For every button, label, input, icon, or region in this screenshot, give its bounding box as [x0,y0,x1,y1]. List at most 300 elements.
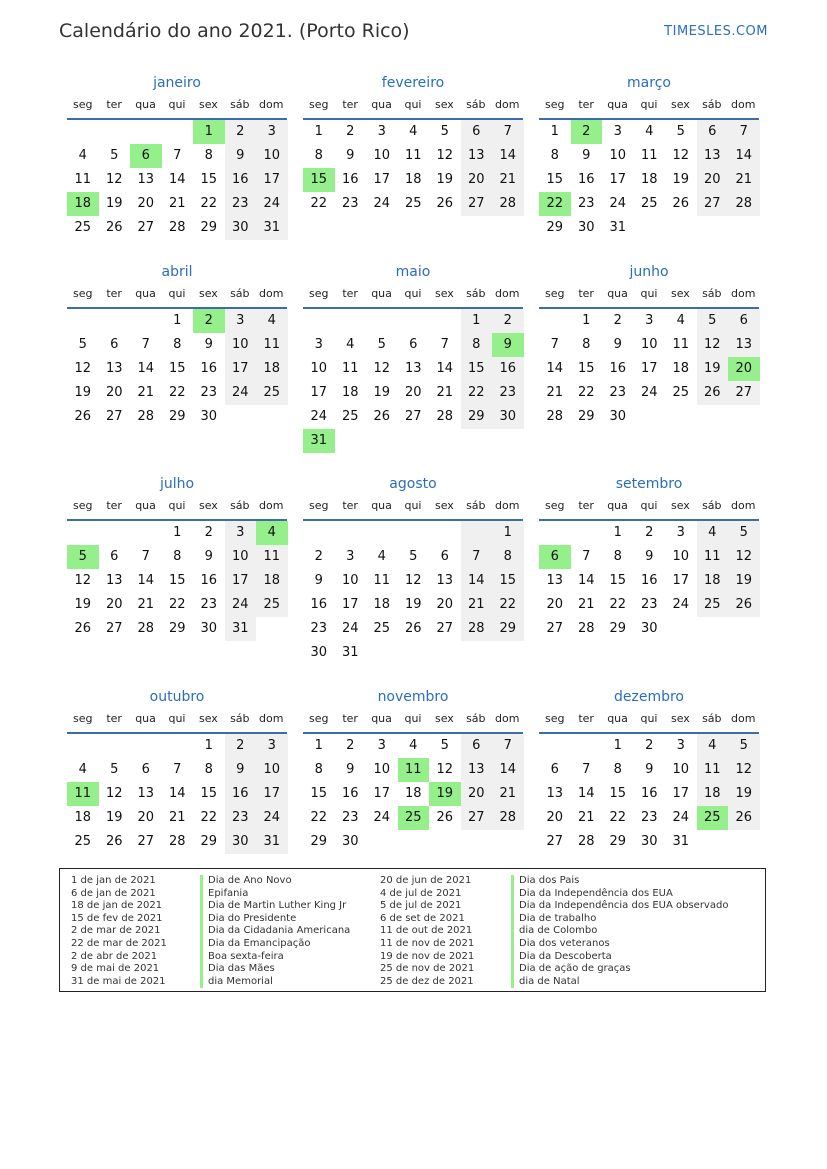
weekday-label: qua [607,712,628,725]
day-cell: 30 [640,621,658,636]
day-cell: 10 [341,573,359,588]
day-cell: 8 [314,148,323,163]
day-cell: 24 [672,810,690,825]
weekday-label: ter [106,499,122,512]
day-cell: 15 [461,357,493,381]
day-cell: 14 [492,758,524,782]
legend-date: 5 de jul de 2021 [380,900,462,912]
weekday-label: seg [308,98,329,111]
weekday-label: seg [308,712,329,725]
empty-cell [429,309,461,333]
weekday-label: seg [544,287,565,300]
empty-cell [303,521,335,545]
day-cell: 12 [105,786,123,801]
day-cell: 25 [256,593,288,617]
day-cell: 1 [461,309,493,333]
day-cell: 25 [672,385,690,400]
day-cell: 25 [404,196,422,211]
day-cell: 6 [110,337,119,352]
day-cell: 21 [728,168,760,192]
weekday-label: seg [308,287,329,300]
day-cell: 11 [672,337,690,352]
day-cell: 15 [609,786,627,801]
weekday-label: sex [670,499,690,512]
day-cell: 22 [461,381,493,405]
day-cell: 22 [609,810,627,825]
month-agosto [303,473,523,665]
day-cell: 15 [577,361,595,376]
day-cell: 10 [256,758,288,782]
day-cell: 26 [105,220,123,235]
day-cell: 9 [346,762,355,777]
day-cell: 4 [697,521,729,545]
days-grid [67,734,288,854]
weekday-header [539,283,759,309]
day-cell: 13 [105,573,123,588]
day-cell: 3 [645,313,654,328]
day-cell: 8 [613,549,622,564]
day-cell: 4 [256,309,288,333]
day-cell: 29 [200,220,218,235]
day-cell: 7 [461,545,493,569]
day-cell: 11 [373,573,391,588]
day-cell: 15 [200,786,218,801]
days-grid [303,734,524,854]
weekday-label: qua [135,712,156,725]
day-cell: 15 [168,573,186,588]
legend-date: 9 de mai de 2021 [71,963,160,975]
day-cell: 23 [200,385,218,400]
day-cell: 24 [225,381,257,405]
month-name: novembro [377,689,449,705]
day-cell: 25 [74,220,92,235]
day-cell: 26 [697,381,729,405]
day-cell: 26 [74,621,92,636]
legend-holiday-name: Dia da Independência dos EUA [511,888,728,901]
day-cell: 16 [200,573,218,588]
day-cell: 20 [546,810,564,825]
day-cell: 2 [225,734,257,758]
day-cell: 18 [74,810,92,825]
day-cell: 18 [256,357,288,381]
weekday-label: dom [731,287,756,300]
day-cell: 30 [310,645,328,660]
weekday-label: sex [198,712,218,725]
day-cell: 10 [225,333,257,357]
day-cell: 9 [582,148,591,163]
day-cell: 20 [105,385,123,400]
day-cell: 18 [672,361,690,376]
day-cell: 5 [697,309,729,333]
day-cell: 20 [137,196,155,211]
day-cell: 11 [697,545,729,569]
day-cell: 12 [373,361,391,376]
day-cell: 16 [609,361,627,376]
holiday-day-cell: 6 [130,144,162,168]
day-cell: 14 [137,361,155,376]
legend-holiday-name: dia de Colombo [511,925,728,938]
day-cell: 22 [200,196,218,211]
day-cell: 17 [341,597,359,612]
weekday-label: qua [135,499,156,512]
day-cell: 26 [404,621,422,636]
month-name: março [627,75,671,91]
weekday-label: sáb [466,712,486,725]
empty-cell [571,734,603,758]
legend-date: 31 de mai de 2021 [71,975,166,987]
day-cell: 2 [346,124,355,139]
days-grid [303,521,524,665]
empty-cell [429,521,461,545]
empty-cell [335,309,367,333]
day-cell: 6 [409,337,418,352]
holiday-day-cell: 18 [67,192,99,216]
weekday-label: ter [106,287,122,300]
weekday-label: seg [72,287,93,300]
day-cell: 24 [256,806,288,830]
day-cell: 2 [225,120,257,144]
site-link[interactable]: TIMESLES.COM [664,24,768,39]
day-cell: 1 [173,525,182,540]
weekday-label: sáb [230,499,250,512]
day-cell: 20 [404,385,422,400]
day-cell: 7 [492,734,524,758]
day-cell: 13 [105,361,123,376]
day-cell: 8 [204,148,213,163]
legend-date: 6 de jan de 2021 [71,887,156,899]
day-cell: 5 [78,337,87,352]
day-cell: 13 [436,573,454,588]
month-name: setembro [615,476,683,492]
day-cell: 1 [204,738,213,753]
day-cell: 18 [697,569,729,593]
day-cell: 17 [256,168,288,192]
day-cell: 29 [168,409,186,424]
day-cell: 29 [609,834,627,849]
day-cell: 16 [341,172,359,187]
day-cell: 26 [105,834,123,849]
weekday-label: sex [434,499,454,512]
day-cell: 2 [645,525,654,540]
day-cell: 9 [225,758,257,782]
day-cell: 22 [200,810,218,825]
month-novembro [303,686,523,854]
day-cell: 12 [728,545,760,569]
day-cell: 29 [577,409,595,424]
day-cell: 24 [373,810,391,825]
day-cell: 7 [582,549,591,564]
day-cell: 24 [256,192,288,216]
day-cell: 28 [168,834,186,849]
empty-cell [539,309,571,333]
month-junho [539,261,759,429]
day-cell: 12 [697,333,729,357]
day-cell: 7 [492,120,524,144]
day-cell: 28 [461,617,493,641]
weekday-label: qui [404,98,422,111]
empty-cell [130,521,162,545]
day-cell: 1 [613,738,622,753]
day-cell: 13 [461,144,493,168]
weekday-label: dom [259,499,284,512]
empty-cell [398,521,430,545]
day-cell: 30 [200,621,218,636]
day-cell: 13 [137,786,155,801]
day-cell: 1 [173,313,182,328]
days-grid [539,309,760,429]
day-cell: 21 [436,385,454,400]
day-cell: 20 [461,782,493,806]
holiday-day-cell: 25 [697,806,729,830]
legend-holiday-name: Dia da Cidadania Americana [200,925,350,938]
day-cell: 16 [225,168,257,192]
day-cell: 4 [409,124,418,139]
empty-cell [571,521,603,545]
day-cell: 24 [609,196,627,211]
day-cell: 19 [672,172,690,187]
weekday-label: seg [72,499,93,512]
day-cell: 1 [314,738,323,753]
month-maio [303,261,523,453]
legend-holiday-name: Dia das Mães [200,963,350,976]
day-cell: 4 [78,148,87,163]
day-cell: 10 [373,148,391,163]
day-cell: 29 [200,834,218,849]
weekday-label: sáb [702,98,722,111]
day-cell: 24 [225,593,257,617]
weekday-label: sex [670,712,690,725]
day-cell: 21 [137,597,155,612]
day-cell: 28 [168,220,186,235]
day-cell: 25 [640,196,658,211]
day-cell: 18 [256,569,288,593]
day-cell: 23 [310,621,328,636]
weekday-label: sex [670,98,690,111]
weekday-label: qua [371,499,392,512]
days-grid [303,120,524,216]
day-cell: 30 [492,405,524,429]
day-cell: 14 [492,144,524,168]
day-cell: 26 [672,196,690,211]
day-cell: 18 [341,385,359,400]
weekday-label: ter [578,98,594,111]
weekday-label: sáb [702,287,722,300]
day-cell: 19 [436,172,454,187]
day-cell: 18 [697,782,729,806]
holiday-day-cell: 22 [539,192,571,216]
day-cell: 19 [105,810,123,825]
empty-cell [366,521,398,545]
day-cell: 27 [546,621,564,636]
weekday-label: qui [640,287,658,300]
day-cell: 12 [436,762,454,777]
weekday-header [67,495,287,521]
weekday-label: ter [106,712,122,725]
legend-date: 2 de abr de 2021 [71,950,158,962]
empty-cell [366,309,398,333]
day-cell: 7 [173,148,182,163]
day-cell: 10 [373,762,391,777]
day-cell: 7 [173,762,182,777]
legend-holiday-name: Boa sexta-feira [200,951,350,964]
month-name: fevereiro [381,75,445,91]
weekday-label: qua [607,499,628,512]
weekday-label: sáb [466,98,486,111]
day-cell: 14 [577,786,595,801]
day-cell: 1 [314,124,323,139]
day-cell: 5 [728,521,760,545]
day-cell: 30 [640,834,658,849]
day-cell: 3 [346,549,355,564]
day-cell: 21 [546,385,564,400]
day-cell: 7 [440,337,449,352]
weekday-label: dom [731,712,756,725]
day-cell: 28 [137,621,155,636]
day-cell: 13 [697,144,729,168]
day-cell: 17 [373,172,391,187]
day-cell: 20 [697,168,729,192]
day-cell: 12 [105,172,123,187]
day-cell: 29 [310,834,328,849]
weekday-label: seg [544,499,565,512]
legend-holiday-name: Dia dos Pais [511,875,728,888]
day-cell: 31 [256,830,288,854]
weekday-header [539,708,759,734]
month-janeiro [67,72,287,240]
day-cell: 23 [609,385,627,400]
day-cell: 9 [314,573,323,588]
day-cell: 23 [341,810,359,825]
day-cell: 6 [728,309,760,333]
day-cell: 4 [78,762,87,777]
day-cell: 21 [577,810,595,825]
day-cell: 27 [137,834,155,849]
days-grid [539,120,760,240]
month-outubro [67,686,287,854]
day-cell: 20 [461,168,493,192]
holiday-day-cell: 15 [303,168,335,192]
legend-holiday-name: Dia de Ano Novo [200,875,350,888]
day-cell: 3 [256,734,288,758]
day-cell: 12 [436,148,454,163]
day-cell: 23 [225,192,257,216]
weekday-label: sáb [702,712,722,725]
day-cell: 22 [577,385,595,400]
day-cell: 23 [341,196,359,211]
weekday-label: seg [544,98,565,111]
day-cell: 21 [492,168,524,192]
weekday-label: sex [670,287,690,300]
holiday-day-cell: 31 [303,429,335,453]
day-cell: 6 [141,762,150,777]
day-cell: 7 [550,337,559,352]
weekday-header [303,283,523,309]
legend-date: 4 de jul de 2021 [380,887,462,899]
page-title: Calendário do ano 2021. (Porto Rico) [59,20,410,42]
day-cell: 28 [436,409,454,424]
day-cell: 8 [582,337,591,352]
weekday-label: ter [342,98,358,111]
day-cell: 20 [546,597,564,612]
month-dezembro [539,686,759,854]
day-cell: 22 [168,385,186,400]
day-cell: 1 [492,521,524,545]
day-cell: 24 [373,196,391,211]
day-cell: 14 [546,361,564,376]
weekday-label: sáb [466,287,486,300]
day-cell: 6 [461,120,493,144]
day-cell: 17 [672,786,690,801]
day-cell: 29 [546,220,564,235]
weekday-label: seg [72,712,93,725]
day-cell: 4 [409,738,418,753]
day-cell: 28 [728,192,760,216]
days-grid [303,309,524,453]
legend-date: 1 de jan de 2021 [71,875,156,886]
month-julho [67,473,287,641]
legend-holiday-name: Dia de ação de graças [511,963,728,976]
day-cell: 22 [609,597,627,612]
day-cell: 18 [404,786,422,801]
day-cell: 19 [373,385,391,400]
day-cell: 8 [461,333,493,357]
empty-cell [335,521,367,545]
month-abril [67,261,287,429]
day-cell: 14 [168,786,186,801]
day-cell: 24 [341,621,359,636]
empty-cell [67,120,99,144]
day-cell: 2 [492,309,524,333]
day-cell: 11 [256,333,288,357]
holiday-day-cell: 2 [193,309,225,333]
day-cell: 22 [168,597,186,612]
month-name: dezembro [614,689,684,705]
day-cell: 9 [204,549,213,564]
day-cell: 10 [609,148,627,163]
legend-holiday-name: dia de Natal [511,976,728,989]
holiday-day-cell: 9 [492,333,524,357]
day-cell: 15 [310,786,328,801]
month-name: outubro [149,689,205,705]
holiday-day-cell: 1 [193,120,225,144]
day-cell: 8 [550,148,559,163]
day-cell: 16 [225,782,257,806]
weekday-label: sex [434,287,454,300]
day-cell: 5 [440,738,449,753]
legend-date: 25 de dez de 2021 [380,975,474,987]
month-name: junho [629,264,669,280]
weekday-label: sáb [230,98,250,111]
month-name: agosto [389,476,437,492]
day-cell: 27 [461,806,493,830]
empty-cell [539,521,571,545]
day-cell: 11 [74,172,92,187]
weekday-label: qui [640,98,658,111]
day-cell: 13 [546,573,564,588]
weekday-label: seg [72,98,93,111]
day-cell: 8 [492,545,524,569]
day-cell: 2 [346,738,355,753]
legend-date: 18 de jan de 2021 [71,900,163,912]
day-cell: 12 [74,361,92,376]
weekday-label: qui [168,287,186,300]
month-name: janeiro [153,75,201,91]
weekday-label: dom [259,712,284,725]
day-cell: 27 [404,409,422,424]
day-cell: 18 [373,597,391,612]
day-cell: 14 [137,573,155,588]
day-cell: 15 [200,172,218,187]
